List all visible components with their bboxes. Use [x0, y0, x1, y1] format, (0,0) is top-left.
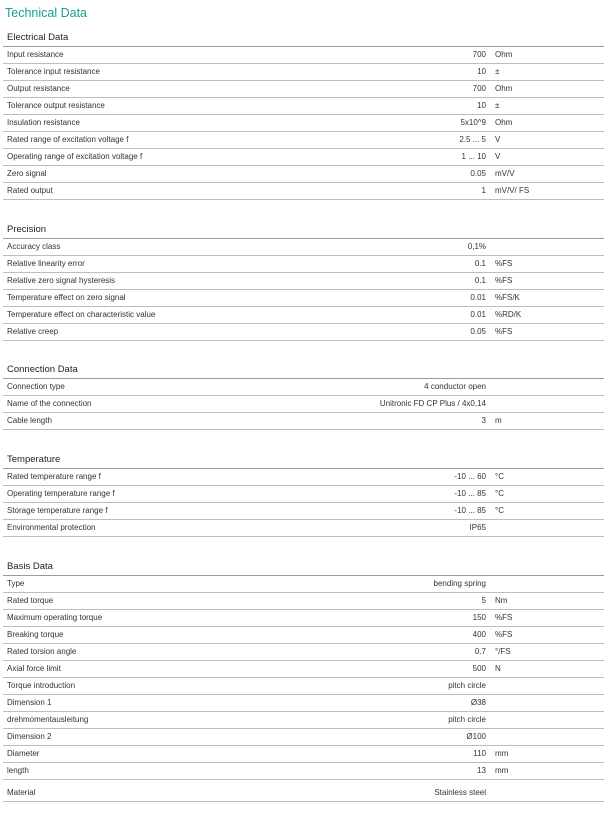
row-unit: V	[495, 135, 501, 144]
row-label: Dimension 2	[7, 732, 52, 741]
row-value: -10 ... 85	[454, 489, 486, 498]
row-label: Name of the connection	[7, 399, 92, 408]
table-row	[3, 98, 604, 115]
row-label: Relative linearity error	[7, 259, 85, 268]
table-row	[3, 64, 604, 81]
row-unit: %FS	[495, 259, 513, 268]
row-label: Diameter	[7, 749, 40, 758]
table-row	[3, 273, 604, 290]
row-label: Relative creep	[7, 327, 59, 336]
row-value: 500	[472, 664, 486, 673]
row-value: pitch circle	[448, 715, 486, 724]
section-heading: Precision	[3, 221, 604, 239]
row-unit: %FS	[495, 630, 513, 639]
section-precision	[3, 221, 604, 341]
row-value: 0.05	[470, 169, 486, 178]
row-unit: °C	[495, 489, 504, 498]
table-row	[3, 256, 604, 273]
table-row	[3, 746, 604, 763]
row-unit: °C	[495, 506, 504, 515]
row-label: Rated range of excitation voltage f	[7, 135, 129, 144]
table-row	[3, 290, 604, 307]
row-unit: Ohm	[495, 118, 513, 127]
row-unit: mV/V/ FS	[495, 186, 530, 195]
row-unit: °C	[495, 472, 504, 481]
row-value: 150	[472, 613, 486, 622]
row-label: Zero signal	[7, 169, 47, 178]
row-label: Torque introduction	[7, 681, 76, 690]
row-label: Type	[7, 579, 25, 588]
row-value: 0.05	[470, 327, 486, 336]
table-row	[3, 81, 604, 98]
row-unit: %FS/K	[495, 293, 520, 302]
row-value: 10	[477, 101, 486, 110]
row-value: Stainless steel	[434, 788, 486, 797]
row-label: Rated torque	[7, 596, 54, 605]
table-row	[3, 712, 604, 729]
row-value: 1	[481, 186, 486, 195]
row-value: 1 ... 10	[461, 152, 486, 161]
row-unit: %FS	[495, 613, 513, 622]
row-label: Cable length	[7, 416, 52, 425]
table-row	[3, 47, 604, 64]
row-unit: mV/V	[495, 169, 515, 178]
table-row	[3, 610, 604, 627]
row-unit: mm	[495, 749, 509, 758]
row-unit: m	[495, 416, 502, 425]
row-unit: N	[495, 664, 501, 673]
row-unit: V	[495, 152, 501, 161]
row-label: drehmomentausleitung	[7, 715, 89, 724]
row-value: pitch circle	[448, 681, 486, 690]
table-row	[3, 695, 604, 712]
row-label: Accuracy class	[7, 242, 61, 251]
section-heading: Temperature	[3, 451, 604, 469]
section-heading: Connection Data	[3, 361, 604, 379]
row-label: Insulation resistance	[7, 118, 80, 127]
table-row	[3, 729, 604, 746]
row-value: -10 ... 60	[454, 472, 486, 481]
row-value: 13	[477, 766, 486, 775]
row-value: 0.1	[474, 276, 486, 285]
section-temperature	[3, 451, 604, 537]
table-row	[3, 644, 604, 661]
table-row	[3, 115, 604, 132]
row-label: Breaking torque	[7, 630, 64, 639]
row-value: bending spring	[433, 579, 486, 588]
page-title: Technical Data	[5, 6, 87, 20]
table-row	[3, 132, 604, 149]
table-row	[3, 239, 604, 256]
table-row	[3, 593, 604, 610]
row-label: Relative zero signal hysteresis	[7, 276, 116, 285]
row-label: Temperature effect on zero signal	[7, 293, 126, 302]
row-label: Axial force limit	[7, 664, 61, 673]
table-row	[3, 503, 604, 520]
row-value: 2.5 ... 5	[459, 135, 486, 144]
row-label: Environmental protection	[7, 523, 96, 532]
section-basis	[3, 558, 604, 802]
table-row	[3, 486, 604, 503]
row-value: 10	[477, 67, 486, 76]
row-label: Rated temperature range f	[7, 472, 101, 481]
table-row	[3, 763, 604, 780]
row-label: Storage temperature range f	[7, 506, 108, 515]
table-row	[3, 413, 604, 430]
row-value: 700	[472, 84, 486, 93]
row-label: Maximum operating torque	[7, 613, 103, 622]
row-value: Unitronic FD CP Plus / 4x0,14	[379, 399, 486, 408]
table-row	[3, 307, 604, 324]
row-label: Rated torsion angle	[7, 647, 77, 656]
row-unit: %FS	[495, 327, 513, 336]
row-value: Ø100	[466, 732, 486, 741]
row-label: Material	[7, 788, 36, 797]
row-label: Operating range of excitation voltage f	[7, 152, 143, 161]
table-row	[3, 520, 604, 537]
table-row	[3, 678, 604, 695]
row-value: 0.1	[474, 259, 486, 268]
row-label: Connection type	[7, 382, 65, 391]
row-label: Dimension 1	[7, 698, 52, 707]
row-value: 3	[481, 416, 486, 425]
row-value: 0,1%	[467, 242, 486, 251]
section-connection	[3, 361, 604, 430]
row-unit: ±	[495, 101, 500, 110]
row-label: Tolerance output resistance	[7, 101, 105, 110]
table-row	[3, 661, 604, 678]
row-label: Tolerance input resistance	[7, 67, 100, 76]
row-value: 0.7	[474, 647, 486, 656]
row-value: -10 ... 85	[454, 506, 486, 515]
row-label: Temperature effect on characteristic value	[7, 310, 156, 319]
row-unit: Ohm	[495, 50, 513, 59]
row-label: Rated output	[7, 186, 53, 195]
table-row	[3, 183, 604, 200]
row-value: 5	[481, 596, 486, 605]
row-unit: Nm	[495, 596, 508, 605]
table-row	[3, 166, 604, 183]
row-value: Ø38	[470, 698, 486, 707]
row-unit: %FS	[495, 276, 513, 285]
table-row	[3, 324, 604, 341]
row-value: 5x10^9	[460, 118, 486, 127]
table-row	[3, 469, 604, 486]
row-value: 4 conductor open	[424, 382, 486, 391]
row-unit: %RD/K	[495, 310, 522, 319]
table-row	[3, 785, 604, 802]
row-value: 0.01	[470, 293, 486, 302]
row-unit: mm	[495, 766, 509, 775]
section-electrical	[3, 29, 604, 200]
table-row	[3, 379, 604, 396]
row-label: Input resistance	[7, 50, 64, 59]
section-heading: Basis Data	[3, 558, 604, 576]
section-heading: Electrical Data	[3, 29, 604, 47]
row-value: 700	[472, 50, 486, 59]
table-row	[3, 627, 604, 644]
row-unit: °/FS	[495, 647, 511, 656]
table-row	[3, 396, 604, 413]
row-value: 400	[472, 630, 486, 639]
table-row	[3, 149, 604, 166]
row-label: length	[7, 766, 29, 775]
row-label: Output resistance	[7, 84, 70, 93]
row-value: 110	[473, 749, 486, 758]
row-value: 0.01	[470, 310, 486, 319]
row-unit: Ohm	[495, 84, 513, 93]
row-label: Operating temperature range f	[7, 489, 115, 498]
row-value: IP65	[469, 523, 486, 532]
row-unit: ±	[495, 67, 500, 76]
table-row	[3, 576, 604, 593]
